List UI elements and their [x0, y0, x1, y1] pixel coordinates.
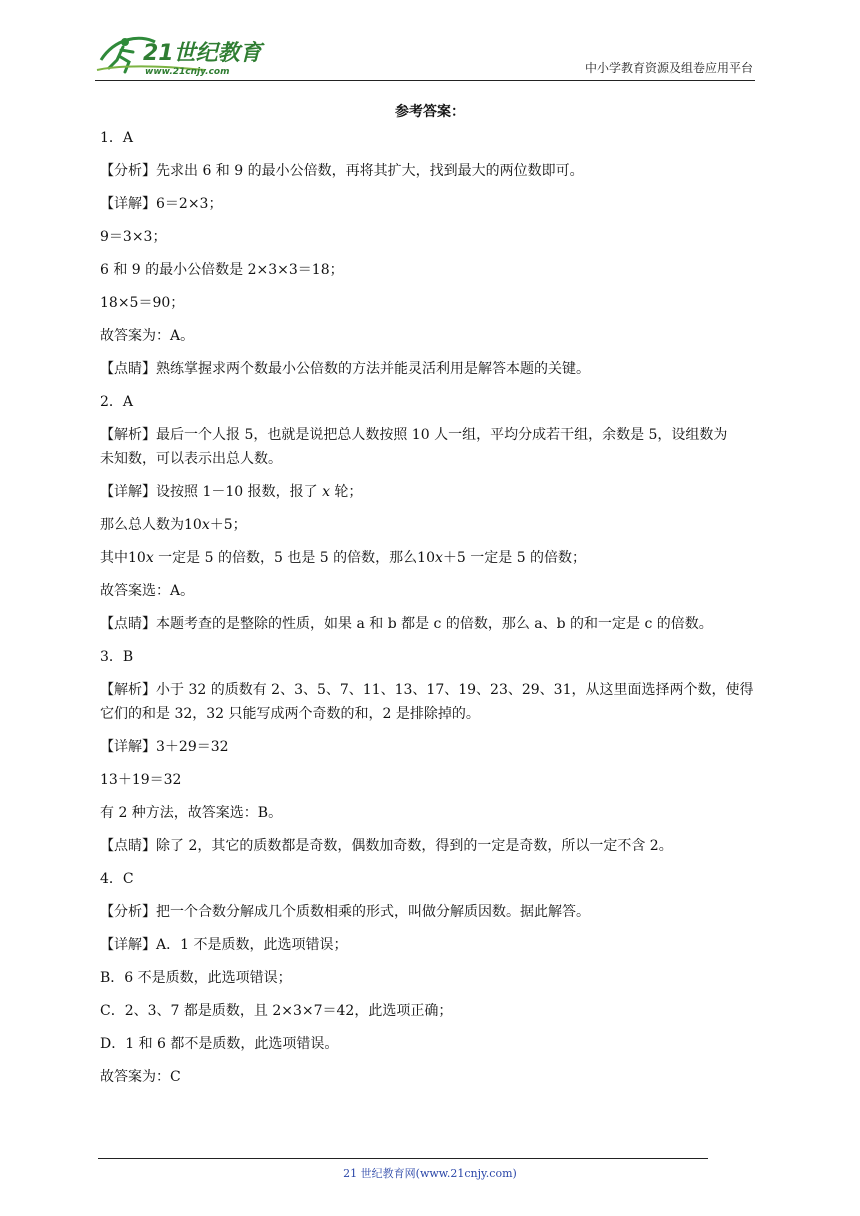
logo-21cnjy	[95, 30, 265, 78]
footer-link[interactable]: 21 世纪教育网(www.21cnjy.com)	[343, 1167, 517, 1180]
q1-detail: 【详解】6＝2×3；	[100, 196, 223, 212]
q1-detail: 6 和 9 的最小公倍数是 2×3×3＝18；	[100, 262, 344, 278]
q2-analysis-cont: 未知数，可以表示出总人数。	[100, 451, 282, 467]
q2-comment: 【点睛】本题考查的是整除的性质，如果 a 和 b 都是 c 的倍数，那么 a、b 的和一定是 c 的倍数。	[100, 616, 713, 632]
q1-number: 1．A	[100, 130, 134, 146]
q2-number: 2．A	[100, 394, 134, 410]
q4-number: 4．C	[100, 871, 134, 887]
page-header	[95, 30, 755, 81]
q4-detail: 【详解】A．1 不是质数，此选项错误；	[100, 937, 348, 953]
q1-analysis: 【分析】先求出 6 和 9 的最小公倍数，再将其扩大，找到最大的两位数即可。	[100, 163, 584, 179]
q3-number: 3．B	[100, 649, 134, 665]
q3-analysis: 【解析】小于 32 的质数有 2、3、5、7、11、13、17、19、23、29、31，从这里面选择两个数，使得	[100, 682, 754, 698]
footer-divider	[98, 1158, 708, 1159]
q2-detail: 其中10x 一定是 5 的倍数，5 也是 5 的倍数，那么10x＋5 一定是 5 的倍数；	[100, 550, 587, 566]
q1-detail: 18×5＝90；	[100, 295, 185, 311]
q1-comment: 【点睛】熟练掌握求两个数最小公倍数的方法并能灵活利用是解答本题的关键。	[100, 361, 590, 377]
platform-name: 中小学教育资源及组卷应用平台	[584, 61, 753, 75]
q2-answer: 故答案选：A。	[100, 583, 195, 599]
q2-detail: 那么总人数为10x＋5；	[100, 517, 247, 533]
q3-comment: 【点睛】除了 2，其它的质数都是奇数，偶数加奇数，得到的一定是奇数，所以一定不含 2。	[100, 838, 673, 854]
answer-content	[100, 128, 765, 1100]
svg-text:www.21cnjy.com: www.21cnjy.com	[145, 67, 230, 77]
q4-answer: 故答案为：C	[100, 1069, 181, 1085]
q3-answer: 有 2 种方法，故答案选：B。	[100, 805, 283, 821]
q1-answer: 故答案为：A。	[100, 328, 195, 344]
q3-detail: 【详解】3＋29＝32	[100, 739, 229, 755]
q4-detail: D．1 和 6 都不是质数，此选项错误。	[100, 1036, 339, 1052]
q2-detail: 【详解】设按照 1－10 报数，报了 x 轮；	[100, 484, 363, 500]
q4-detail: B．6 不是质数，此选项错误；	[100, 970, 292, 986]
answer-title: 参考答案：	[395, 104, 465, 120]
q4-analysis: 【分析】把一个合数分解成几个质数相乘的形式，叫做分解质因数。据此解答。	[100, 904, 590, 920]
q3-analysis-cont: 它们的和是 32，32 只能写成两个奇数的和，2 是排除掉的。	[100, 706, 480, 722]
q1-detail: 9＝3×3；	[100, 229, 167, 245]
q3-detail: 13＋19＝32	[100, 772, 182, 788]
q4-detail: C．2、3、7 都是质数，且 2×3×7＝42，此选项正确；	[100, 1003, 453, 1019]
svg-text:21世纪教育: 21世纪教育	[143, 41, 262, 66]
q2-analysis: 【解析】最后一个人报 5，也就是说把总人数按照 10 人一组，平均分成若干组，余数是 5，设组数为	[100, 427, 728, 443]
